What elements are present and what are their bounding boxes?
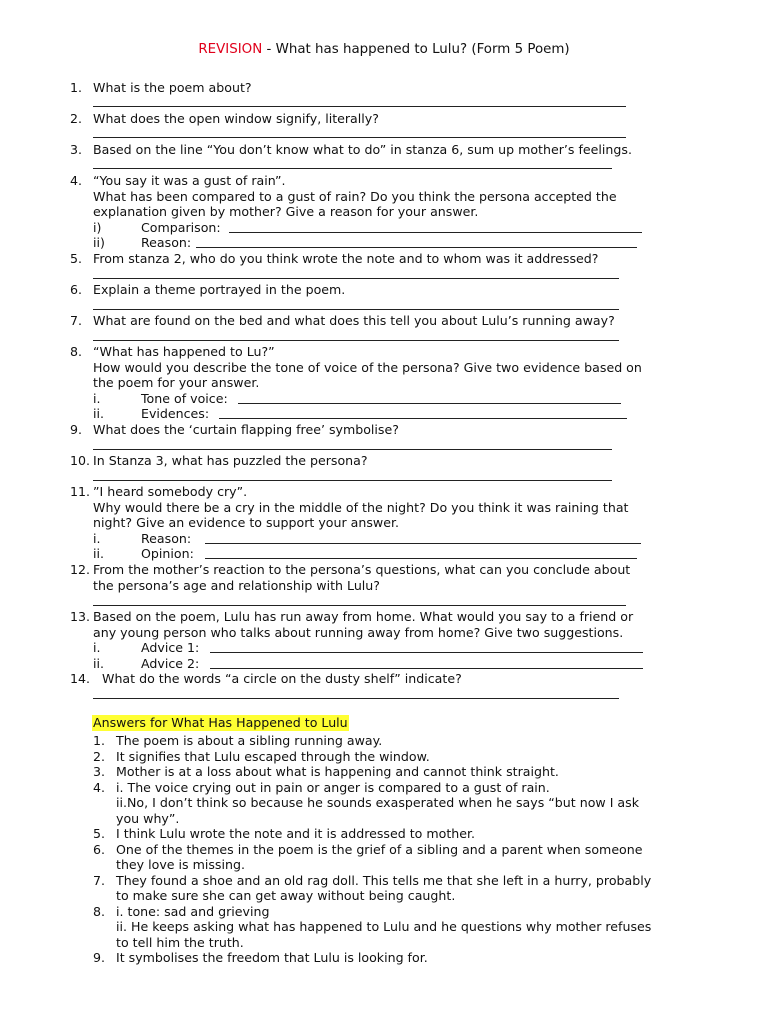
answer-line-1[interactable] <box>93 106 626 107</box>
question-text: the poem for your answer. <box>93 375 260 390</box>
answer-line-12[interactable] <box>93 605 626 606</box>
title-text: - What has happened to Lulu? (Form 5 Poem) <box>262 42 570 57</box>
answer-line-9[interactable] <box>93 449 612 450</box>
question-text: night? Give an evidence to support your answer. <box>93 515 400 530</box>
question-text: any young person who talks about running away from home? Give two suggestions. <box>93 625 624 640</box>
question-text: Based on the poem, Lulu has run away from home. What would you say to a friend or <box>93 609 634 624</box>
question-text: “You say it was a gust of rain”. <box>93 173 286 188</box>
answer-line-4ii[interactable] <box>196 247 637 248</box>
question-text: What is the poem about? <box>93 80 252 95</box>
question-text: the persona’s age and relationship with Lulu? <box>93 578 380 593</box>
question-text: Explain a theme portrayed in the poem. <box>93 282 346 297</box>
question-text: Based on the line “You don’t know what to do” in stanza 6, sum up mother’s feelings. <box>93 142 632 157</box>
question-text: ”I heard somebody cry”. <box>93 484 248 499</box>
answer-line-7[interactable] <box>93 340 619 341</box>
answer-line-11ii[interactable] <box>205 558 637 559</box>
answer-line-13ii[interactable] <box>210 668 643 669</box>
question-text: What does the ‘curtain flapping free’ symbolise? <box>93 422 399 437</box>
worksheet-page: REVISION - What has happened to Lulu? (Form 5 Poem) 1. What is the poem about? 2. What does the open window signify, literally? 3. Based on the line “You don’t know what to do” in stanza 6, sum up mother’s feelings. 4. “You say it was a gust of rain”. What has been compared to a gust of rain? Do you think the persona accepted the explanation given by mother? Give a reason for your answer. i) Comparison: ii) Reason: 5. From stanza 2, who do you think wrote the note and to whom was it addressed? 6. Explain a theme portrayed in the poem. 7. What are found on the bed and what does this tell you about Lulu’s running away? 8. “What has happened to Lu?” How would you describe the tone of voice of the persona? Give two evidence based on the poem for your answer. i. Tone of voice: ii. Evidences: 9. What does the ‘curtain flapping free’ symbolise? 10. In Stanza 3, what has puzzled the persona? 11. ”I heard somebody cry”. Why would there be a cry in the middle of the night? Do you think it was raining that night? Give an evidence to support your answer. i. Reason: ii. Opinion: 12. From the mother’s reaction to the persona’s questions, what can you conclude about the persona’s age and relationship with Lulu? 13. Based on the poem, Lulu has run away from home. What would you say to a friend or any young person who talks about running away from home? Give two suggestions. i. Advice 1: ii. Advice 2: 14. What do the words “a circle on the dusty shelf” indicate? Answers for What Has Happened to Lulu 1. The poem is about a sibling running away. 2. It signifies that Lulu escaped through the window. 3. Mother is at a loss about what is happening and cannot think straight. 4. i. The voice crying out in pain or anger is compared to a gust of rain. ii.No, I don’t think so because he sounds exasperated when he says “but now I ask you why”. 5. I think Lulu wrote the note and it is addressed to mother. 6. One of the themes in the poem is the grief of a sibling and a parent when someone they love is missing. 7. They found a shoe and an old rag doll. This tells me that she left in a hurry, probably to make sure she can get away without being caught. 8. i. tone: sad and grieving ii. He keeps asking what has happened to Lulu and he questions why mother refuses to tell him the truth. 9. It symbolises the freedom that Lulu is looking for. <box>0 0 768 1024</box>
question-text: From stanza 2, who do you think wrote the note and to whom was it addressed? <box>93 251 599 266</box>
question-text: explanation given by mother? Give a reason for your answer. <box>93 204 479 219</box>
answer-line-8ii[interactable] <box>219 418 627 419</box>
question-text: From the mother’s reaction to the persona’s questions, what can you conclude about <box>93 562 631 577</box>
question-text: Why would there be a cry in the middle of the night? Do you think it was raining that <box>93 500 629 515</box>
answer-line-8i[interactable] <box>238 403 621 404</box>
answer-line-5[interactable] <box>93 278 619 279</box>
question-text: What do the words “a circle on the dusty shelf” indicate? <box>102 671 462 686</box>
question-text: In Stanza 3, what has puzzled the persona? <box>93 453 368 468</box>
answers-heading: Answers for What Has Happened to Lulu <box>93 715 348 730</box>
answer-line-6[interactable] <box>93 309 619 310</box>
answer-line-3[interactable] <box>93 168 612 169</box>
answer-line-4i[interactable] <box>229 232 642 233</box>
question-text: “What has happened to Lu?” <box>93 344 275 359</box>
answer-line-2[interactable] <box>93 137 626 138</box>
answer-line-14[interactable] <box>93 698 619 699</box>
question-text: What are found on the bed and what does this tell you about Lulu’s running away? <box>93 313 615 328</box>
question-text: What does the open window signify, literally? <box>93 111 379 126</box>
title-revision-label: REVISION <box>198 42 263 57</box>
question-text: How would you describe the tone of voice of the persona? Give two evidence based on <box>93 360 642 375</box>
page-title <box>0 41 768 59</box>
answer-line-10[interactable] <box>93 480 612 481</box>
question-text: What has been compared to a gust of rain? Do you think the persona accepted the <box>93 189 617 204</box>
answer-line-11i[interactable] <box>205 543 641 544</box>
answer-line-13i[interactable] <box>210 652 643 653</box>
